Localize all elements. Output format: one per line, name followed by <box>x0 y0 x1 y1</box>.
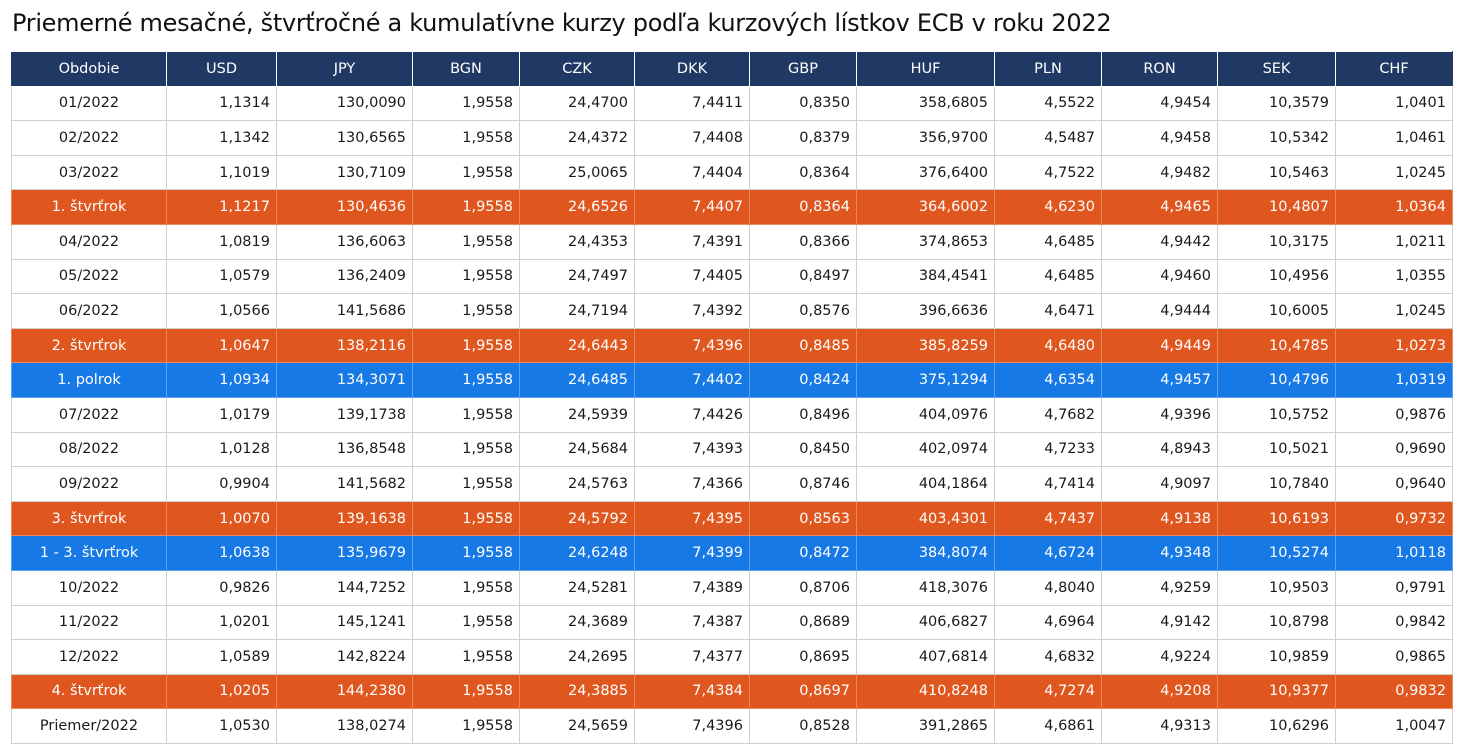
page-title: Priemerné mesačné, štvrťročné a kumulatívne kurzy podľa kurzových lístkov ECB v roku 2022 <box>12 9 1112 37</box>
table-row <box>12 397 1453 432</box>
rate-cell-sek: 10,5274 <box>1218 536 1336 571</box>
rate-cell-huf: 364,6002 <box>857 190 995 225</box>
rate-cell-czk: 24,4700 <box>520 86 635 121</box>
rate-cell-czk: 24,3689 <box>520 605 635 640</box>
rate-cell-gbp: 0,8496 <box>750 397 857 432</box>
rate-cell-chf: 0,9732 <box>1336 501 1453 536</box>
rate-cell-gbp: 0,8706 <box>750 570 857 605</box>
table-row <box>12 501 1453 536</box>
table-row <box>12 363 1453 398</box>
table-row <box>12 432 1453 467</box>
rate-cell-chf: 0,9832 <box>1336 674 1453 709</box>
rate-cell-chf: 0,9865 <box>1336 640 1453 675</box>
rate-cell-czk: 24,4353 <box>520 224 635 259</box>
rate-cell-gbp: 0,8563 <box>750 501 857 536</box>
rate-cell-bgn: 1,9558 <box>413 224 520 259</box>
rate-cell-bgn: 1,9558 <box>413 259 520 294</box>
rate-cell-ron: 4,9208 <box>1102 674 1218 709</box>
rate-cell-chf: 0,9842 <box>1336 605 1453 640</box>
period-cell: 07/2022 <box>12 397 167 432</box>
rate-cell-bgn: 1,9558 <box>413 432 520 467</box>
rate-cell-sek: 10,7840 <box>1218 467 1336 502</box>
column-header-sek: SEK <box>1218 52 1336 87</box>
rate-cell-bgn: 1,9558 <box>413 674 520 709</box>
table-row <box>12 155 1453 190</box>
rate-cell-bgn: 1,9558 <box>413 570 520 605</box>
period-cell: 1. polrok <box>12 363 167 398</box>
rate-cell-ron: 4,9449 <box>1102 328 1218 363</box>
rate-cell-chf: 1,0118 <box>1336 536 1453 571</box>
rate-cell-pln: 4,6861 <box>995 709 1102 744</box>
table-row <box>12 294 1453 329</box>
rate-cell-huf: 404,0976 <box>857 397 995 432</box>
rate-cell-gbp: 0,8485 <box>750 328 857 363</box>
table-row <box>12 640 1453 675</box>
rate-cell-usd: 1,0128 <box>167 432 277 467</box>
rate-cell-jpy: 139,1738 <box>277 397 413 432</box>
period-cell: 05/2022 <box>12 259 167 294</box>
rate-cell-ron: 4,9138 <box>1102 501 1218 536</box>
table-row <box>12 190 1453 225</box>
rate-cell-usd: 1,0179 <box>167 397 277 432</box>
rate-cell-sek: 10,3175 <box>1218 224 1336 259</box>
period-cell: 4. štvrťrok <box>12 674 167 709</box>
period-cell: Priemer/2022 <box>12 709 167 744</box>
rate-cell-usd: 1,0819 <box>167 224 277 259</box>
column-header-obdobie: Obdobie <box>12 52 167 87</box>
rate-cell-dkk: 7,4395 <box>635 501 750 536</box>
rate-cell-dkk: 7,4389 <box>635 570 750 605</box>
rate-cell-sek: 10,4796 <box>1218 363 1336 398</box>
rate-cell-pln: 4,6230 <box>995 190 1102 225</box>
rate-cell-dkk: 7,4426 <box>635 397 750 432</box>
rate-cell-jpy: 130,7109 <box>277 155 413 190</box>
rate-cell-bgn: 1,9558 <box>413 86 520 121</box>
table-row <box>12 605 1453 640</box>
column-header-ron: RON <box>1102 52 1218 87</box>
rate-cell-usd: 1,0530 <box>167 709 277 744</box>
period-cell: 11/2022 <box>12 605 167 640</box>
rate-cell-jpy: 134,3071 <box>277 363 413 398</box>
table-row <box>12 259 1453 294</box>
rate-cell-pln: 4,6480 <box>995 328 1102 363</box>
rate-cell-chf: 1,0355 <box>1336 259 1453 294</box>
rate-cell-pln: 4,7233 <box>995 432 1102 467</box>
period-cell: 04/2022 <box>12 224 167 259</box>
rate-cell-sek: 10,3579 <box>1218 86 1336 121</box>
period-cell: 08/2022 <box>12 432 167 467</box>
rate-cell-usd: 1,0205 <box>167 674 277 709</box>
rate-cell-usd: 1,1342 <box>167 121 277 156</box>
rate-cell-dkk: 7,4396 <box>635 328 750 363</box>
rate-cell-chf: 0,9690 <box>1336 432 1453 467</box>
rate-cell-gbp: 0,8697 <box>750 674 857 709</box>
rate-cell-huf: 374,8653 <box>857 224 995 259</box>
rate-cell-jpy: 145,1241 <box>277 605 413 640</box>
rate-cell-ron: 4,8943 <box>1102 432 1218 467</box>
rate-cell-dkk: 7,4393 <box>635 432 750 467</box>
rate-cell-huf: 410,8248 <box>857 674 995 709</box>
rate-cell-usd: 1,0647 <box>167 328 277 363</box>
header-row <box>12 52 1453 87</box>
rate-cell-chf: 1,0319 <box>1336 363 1453 398</box>
rate-cell-pln: 4,7414 <box>995 467 1102 502</box>
rate-cell-sek: 10,5463 <box>1218 155 1336 190</box>
rate-cell-sek: 10,6193 <box>1218 501 1336 536</box>
rate-cell-sek: 10,9859 <box>1218 640 1336 675</box>
rate-cell-ron: 4,9259 <box>1102 570 1218 605</box>
period-cell: 06/2022 <box>12 294 167 329</box>
rate-cell-sek: 10,5342 <box>1218 121 1336 156</box>
column-header-gbp: GBP <box>750 52 857 87</box>
rate-cell-chf: 1,0401 <box>1336 86 1453 121</box>
rate-cell-czk: 24,6443 <box>520 328 635 363</box>
rate-cell-bgn: 1,9558 <box>413 605 520 640</box>
table-row <box>12 709 1453 744</box>
table-row <box>12 328 1453 363</box>
rate-cell-czk: 24,5792 <box>520 501 635 536</box>
rate-cell-usd: 1,0589 <box>167 640 277 675</box>
rate-cell-jpy: 136,2409 <box>277 259 413 294</box>
rate-cell-jpy: 141,5686 <box>277 294 413 329</box>
rate-cell-ron: 4,9482 <box>1102 155 1218 190</box>
rate-cell-sek: 10,5752 <box>1218 397 1336 432</box>
rate-cell-gbp: 0,8379 <box>750 121 857 156</box>
rate-cell-jpy: 142,8224 <box>277 640 413 675</box>
column-header-bgn: BGN <box>413 52 520 87</box>
rate-cell-pln: 4,5487 <box>995 121 1102 156</box>
rate-cell-gbp: 0,8364 <box>750 155 857 190</box>
rate-cell-bgn: 1,9558 <box>413 536 520 571</box>
rate-cell-dkk: 7,4399 <box>635 536 750 571</box>
rate-cell-bgn: 1,9558 <box>413 501 520 536</box>
rate-cell-sek: 10,5021 <box>1218 432 1336 467</box>
column-header-huf: HUF <box>857 52 995 87</box>
rate-cell-usd: 0,9826 <box>167 570 277 605</box>
rate-cell-chf: 1,0047 <box>1336 709 1453 744</box>
rate-cell-bgn: 1,9558 <box>413 467 520 502</box>
rate-cell-gbp: 0,8350 <box>750 86 857 121</box>
rate-cell-usd: 1,0934 <box>167 363 277 398</box>
rate-cell-chf: 1,0211 <box>1336 224 1453 259</box>
rate-cell-huf: 356,9700 <box>857 121 995 156</box>
table-row <box>12 224 1453 259</box>
rate-cell-usd: 1,0638 <box>167 536 277 571</box>
rate-cell-pln: 4,6471 <box>995 294 1102 329</box>
rate-cell-sek: 10,9503 <box>1218 570 1336 605</box>
column-header-czk: CZK <box>520 52 635 87</box>
rate-cell-czk: 24,2695 <box>520 640 635 675</box>
rate-cell-huf: 396,6636 <box>857 294 995 329</box>
rate-cell-chf: 0,9640 <box>1336 467 1453 502</box>
rate-cell-usd: 0,9904 <box>167 467 277 502</box>
rate-cell-czk: 24,7497 <box>520 259 635 294</box>
rate-cell-pln: 4,5522 <box>995 86 1102 121</box>
rate-cell-huf: 385,8259 <box>857 328 995 363</box>
rate-cell-pln: 4,6485 <box>995 224 1102 259</box>
rate-cell-czk: 24,4372 <box>520 121 635 156</box>
rate-cell-chf: 1,0245 <box>1336 294 1453 329</box>
rate-cell-usd: 1,1019 <box>167 155 277 190</box>
period-cell: 01/2022 <box>12 86 167 121</box>
table-row <box>12 121 1453 156</box>
rate-cell-usd: 1,0579 <box>167 259 277 294</box>
rate-cell-dkk: 7,4408 <box>635 121 750 156</box>
rate-cell-huf: 402,0974 <box>857 432 995 467</box>
rate-cell-chf: 0,9791 <box>1336 570 1453 605</box>
rate-cell-dkk: 7,4384 <box>635 674 750 709</box>
rate-cell-sek: 10,4956 <box>1218 259 1336 294</box>
table-body <box>12 86 1453 743</box>
rate-cell-pln: 4,6964 <box>995 605 1102 640</box>
rate-cell-pln: 4,8040 <box>995 570 1102 605</box>
rate-cell-usd: 1,0201 <box>167 605 277 640</box>
period-cell: 12/2022 <box>12 640 167 675</box>
rate-cell-dkk: 7,4407 <box>635 190 750 225</box>
rate-cell-bgn: 1,9558 <box>413 363 520 398</box>
period-cell: 10/2022 <box>12 570 167 605</box>
rate-cell-ron: 4,9396 <box>1102 397 1218 432</box>
rate-cell-jpy: 141,5682 <box>277 467 413 502</box>
rate-cell-chf: 1,0245 <box>1336 155 1453 190</box>
rate-cell-dkk: 7,4392 <box>635 294 750 329</box>
rate-cell-jpy: 136,6063 <box>277 224 413 259</box>
exchange-rates-table <box>11 51 1453 744</box>
rate-cell-czk: 24,5939 <box>520 397 635 432</box>
period-cell: 3. štvrťrok <box>12 501 167 536</box>
rate-cell-czk: 24,5659 <box>520 709 635 744</box>
rate-cell-huf: 376,6400 <box>857 155 995 190</box>
rate-cell-pln: 4,6485 <box>995 259 1102 294</box>
rate-cell-bgn: 1,9558 <box>413 155 520 190</box>
rate-cell-czk: 24,6526 <box>520 190 635 225</box>
rate-cell-ron: 4,9224 <box>1102 640 1218 675</box>
column-header-dkk: DKK <box>635 52 750 87</box>
rate-cell-czk: 24,5684 <box>520 432 635 467</box>
rate-cell-pln: 4,7437 <box>995 501 1102 536</box>
rate-cell-dkk: 7,4377 <box>635 640 750 675</box>
rate-cell-gbp: 0,8364 <box>750 190 857 225</box>
rate-cell-ron: 4,9454 <box>1102 86 1218 121</box>
rate-cell-chf: 1,0461 <box>1336 121 1453 156</box>
rate-cell-pln: 4,7682 <box>995 397 1102 432</box>
rate-cell-bgn: 1,9558 <box>413 640 520 675</box>
rate-cell-ron: 4,9442 <box>1102 224 1218 259</box>
rate-cell-chf: 1,0364 <box>1336 190 1453 225</box>
rate-cell-jpy: 130,4636 <box>277 190 413 225</box>
rate-cell-czk: 24,6248 <box>520 536 635 571</box>
table-row <box>12 536 1453 571</box>
rate-cell-usd: 1,1217 <box>167 190 277 225</box>
rate-cell-bgn: 1,9558 <box>413 190 520 225</box>
rate-cell-ron: 4,9460 <box>1102 259 1218 294</box>
rate-cell-czk: 24,7194 <box>520 294 635 329</box>
rate-cell-sek: 10,6296 <box>1218 709 1336 744</box>
rate-cell-huf: 384,4541 <box>857 259 995 294</box>
rate-cell-jpy: 136,8548 <box>277 432 413 467</box>
period-cell: 1 - 3. štvrťrok <box>12 536 167 571</box>
rate-cell-dkk: 7,4402 <box>635 363 750 398</box>
rate-cell-sek: 10,4785 <box>1218 328 1336 363</box>
period-cell: 1. štvrťrok <box>12 190 167 225</box>
rate-cell-dkk: 7,4411 <box>635 86 750 121</box>
rate-cell-bgn: 1,9558 <box>413 709 520 744</box>
rate-cell-pln: 4,6832 <box>995 640 1102 675</box>
rate-cell-dkk: 7,4404 <box>635 155 750 190</box>
table-header <box>12 52 1453 87</box>
rate-cell-pln: 4,7274 <box>995 674 1102 709</box>
rate-cell-usd: 1,0566 <box>167 294 277 329</box>
rate-cell-huf: 404,1864 <box>857 467 995 502</box>
rate-cell-gbp: 0,8472 <box>750 536 857 571</box>
rate-cell-gbp: 0,8366 <box>750 224 857 259</box>
rate-cell-bgn: 1,9558 <box>413 294 520 329</box>
rate-cell-dkk: 7,4366 <box>635 467 750 502</box>
rate-cell-sek: 10,8798 <box>1218 605 1336 640</box>
rate-cell-gbp: 0,8528 <box>750 709 857 744</box>
rate-cell-ron: 4,9458 <box>1102 121 1218 156</box>
column-header-usd: USD <box>167 52 277 87</box>
rate-cell-ron: 4,9444 <box>1102 294 1218 329</box>
rate-cell-huf: 418,3076 <box>857 570 995 605</box>
rate-cell-huf: 375,1294 <box>857 363 995 398</box>
rate-cell-gbp: 0,8450 <box>750 432 857 467</box>
rate-cell-jpy: 139,1638 <box>277 501 413 536</box>
period-cell: 09/2022 <box>12 467 167 502</box>
rate-cell-huf: 406,6827 <box>857 605 995 640</box>
rate-cell-jpy: 130,6565 <box>277 121 413 156</box>
rate-cell-czk: 25,0065 <box>520 155 635 190</box>
rate-cell-dkk: 7,4387 <box>635 605 750 640</box>
rate-cell-dkk: 7,4405 <box>635 259 750 294</box>
rate-cell-jpy: 130,0090 <box>277 86 413 121</box>
rate-cell-gbp: 0,8497 <box>750 259 857 294</box>
rate-cell-gbp: 0,8695 <box>750 640 857 675</box>
rate-cell-jpy: 144,2380 <box>277 674 413 709</box>
table-row <box>12 570 1453 605</box>
rate-cell-ron: 4,9465 <box>1102 190 1218 225</box>
rate-cell-jpy: 144,7252 <box>277 570 413 605</box>
rate-cell-dkk: 7,4391 <box>635 224 750 259</box>
rate-cell-pln: 4,6354 <box>995 363 1102 398</box>
rate-cell-jpy: 135,9679 <box>277 536 413 571</box>
table-row <box>12 467 1453 502</box>
rate-cell-ron: 4,9097 <box>1102 467 1218 502</box>
rate-cell-bgn: 1,9558 <box>413 121 520 156</box>
rate-cell-jpy: 138,0274 <box>277 709 413 744</box>
rate-cell-bgn: 1,9558 <box>413 328 520 363</box>
rate-cell-huf: 384,8074 <box>857 536 995 571</box>
period-cell: 02/2022 <box>12 121 167 156</box>
column-header-pln: PLN <box>995 52 1102 87</box>
rate-cell-czk: 24,3885 <box>520 674 635 709</box>
rate-cell-huf: 358,6805 <box>857 86 995 121</box>
rate-cell-dkk: 7,4396 <box>635 709 750 744</box>
rate-cell-bgn: 1,9558 <box>413 397 520 432</box>
rate-cell-czk: 24,5281 <box>520 570 635 605</box>
rate-cell-ron: 4,9348 <box>1102 536 1218 571</box>
column-header-chf: CHF <box>1336 52 1453 87</box>
rate-cell-gbp: 0,8746 <box>750 467 857 502</box>
rate-cell-ron: 4,9142 <box>1102 605 1218 640</box>
rate-cell-sek: 10,4807 <box>1218 190 1336 225</box>
rate-cell-chf: 1,0273 <box>1336 328 1453 363</box>
rate-cell-pln: 4,7522 <box>995 155 1102 190</box>
rate-cell-sek: 10,6005 <box>1218 294 1336 329</box>
rate-cell-czk: 24,5763 <box>520 467 635 502</box>
rate-cell-usd: 1,1314 <box>167 86 277 121</box>
rate-cell-jpy: 138,2116 <box>277 328 413 363</box>
rate-cell-czk: 24,6485 <box>520 363 635 398</box>
rate-cell-huf: 391,2865 <box>857 709 995 744</box>
rate-cell-gbp: 0,8424 <box>750 363 857 398</box>
rate-cell-usd: 1,0070 <box>167 501 277 536</box>
rate-cell-sek: 10,9377 <box>1218 674 1336 709</box>
period-cell: 2. štvrťrok <box>12 328 167 363</box>
column-header-jpy: JPY <box>277 52 413 87</box>
rate-cell-huf: 403,4301 <box>857 501 995 536</box>
rate-cell-pln: 4,6724 <box>995 536 1102 571</box>
rate-cell-gbp: 0,8689 <box>750 605 857 640</box>
rate-cell-chf: 0,9876 <box>1336 397 1453 432</box>
rate-cell-huf: 407,6814 <box>857 640 995 675</box>
period-cell: 03/2022 <box>12 155 167 190</box>
rate-cell-ron: 4,9313 <box>1102 709 1218 744</box>
rate-cell-gbp: 0,8576 <box>750 294 857 329</box>
table-row <box>12 86 1453 121</box>
table-row <box>12 674 1453 709</box>
rate-cell-ron: 4,9457 <box>1102 363 1218 398</box>
